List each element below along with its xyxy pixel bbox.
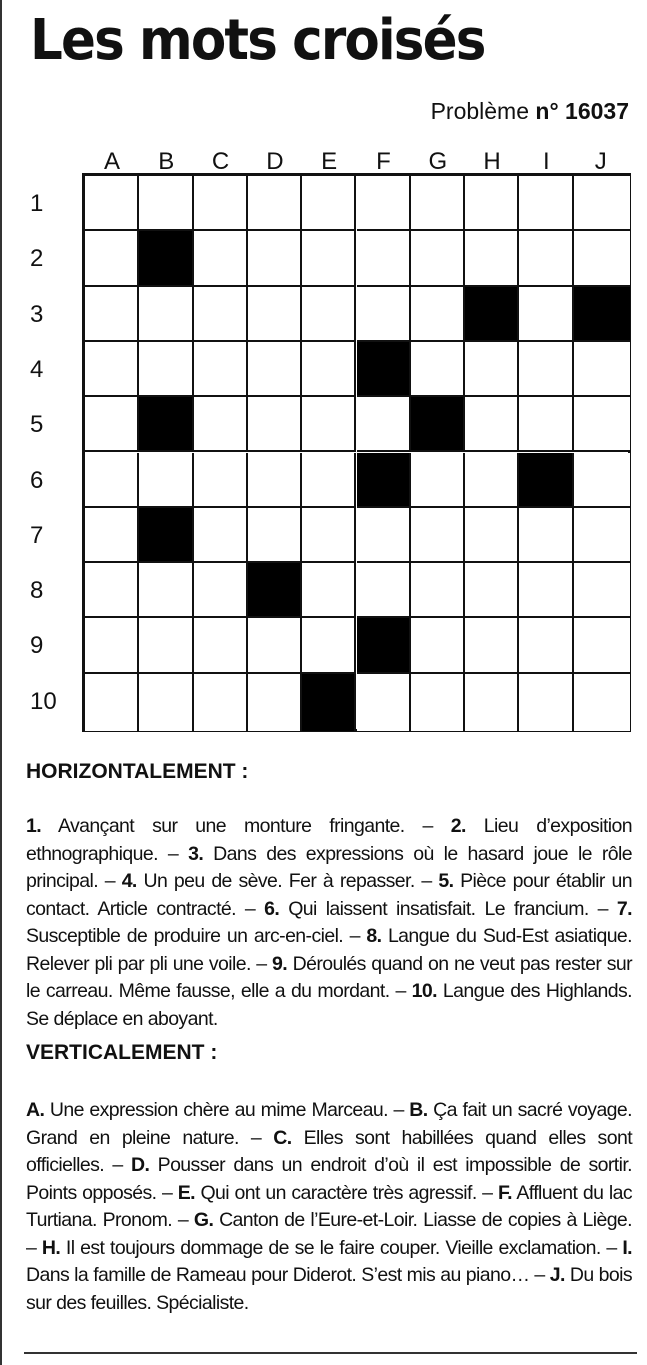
grid-cell-i7[interactable] [519,508,573,563]
grid-cell-j6[interactable] [574,453,630,508]
vertical-heading: VERTICALEMENT : [26,1041,218,1064]
grid-cell-a8[interactable] [85,563,139,618]
column-header-i: I [543,148,550,175]
clue-text: Un peu de sève. Fer à repasser. [143,870,415,892]
grid-cell-d4[interactable] [248,342,302,397]
grid-cell-i4[interactable] [519,342,573,397]
clue-number: G. [193,1209,214,1231]
grid-cell-j7[interactable] [574,508,630,563]
grid-cell-f3[interactable] [357,287,411,342]
bottom-rule [24,1352,637,1354]
clue-text: Lieu d’exposition ethnographique. [26,815,632,865]
row-header-3: 3 [30,300,44,328]
black-cell-i6 [519,453,573,508]
clue-text: Canton de l’Eure-et-Loir. Liasse de copies à Liège. [219,1209,632,1231]
horizontal-clue [264,898,589,920]
vertical-clues: A. Une expression chère au mime Marceau. – B. Ça fait un sacré voyage. Grand en pleine nature. – C. Elles sont habillées quand elles sont officielles. – D. Pousser dans un endroit d’où il est impossible de sortir. Points opposés. – E. Qui ont un caractère très agressif. – F. Affluent du lac Turtiana. Pronom. – G. Canton de l’Eure-et-Loir. Liasse de copies à Liège. – H. Il est toujours dommage de se le faire couper. Vieille exclamation. – I. Dans la famille de Rameau pour Diderot. S’est mis au piano… – J. Du bois sur des feuilles. Spécialiste. [26,1099,633,1314]
clue-text: Ça fait un sacré voyage. Grand en pleine nature. [26,1099,632,1149]
row-header-6: 6 [30,466,44,494]
grid-cell-j8[interactable] [574,563,630,618]
grid-cell-f5[interactable] [357,397,411,452]
grid-cell-g3[interactable] [411,287,465,342]
grid-cell-e7[interactable] [302,508,356,563]
clue-text: Dans la famille de Rameau pour Diderot. S’est mis au piano… [26,1264,530,1286]
row-header-10: 10 [30,687,57,715]
grid-cell-i1[interactable] [519,176,573,231]
clue-number: 9. [272,952,288,975]
row-header-8: 8 [30,577,44,605]
grid-cell-c8[interactable] [194,563,248,618]
grid-cell-g7[interactable] [411,508,465,563]
black-cell-f9 [357,618,411,673]
grid-cell-d2[interactable] [248,231,302,286]
grid-cell-a3[interactable] [85,287,139,342]
left-rule [0,0,2,1365]
clue-number: 4. [121,870,137,892]
clue-number: A. [26,1099,45,1121]
grid-cell-h2[interactable] [465,231,519,286]
clue-text: Pièce pour établir un contact. Article contracté. [26,870,632,920]
vertical-clue [26,1099,388,1121]
clue-text: Du bois sur des feuilles. Spécialiste. [26,1264,632,1314]
row-header-5: 5 [30,411,44,439]
grid-cell-j2[interactable] [574,231,630,286]
clue-number: C. [273,1126,292,1149]
horizontal-heading: HORIZONTALEMENT : [26,760,249,783]
black-cell-b2 [139,231,193,286]
clue-text: Qui ont un caractère très agressif. [200,1181,477,1204]
clue-text: Qui laissent insatisfait. Le francium. [288,897,589,920]
grid-cell-d1[interactable] [248,176,302,231]
grid-cell-g8[interactable] [411,563,465,618]
column-header-a: A [103,148,120,175]
clue-number: B. [409,1099,428,1121]
clue-number: 1. [26,815,42,837]
grid-cell-a6[interactable] [85,453,139,508]
horizontal-clue [26,815,405,837]
grid-cell-c7[interactable] [194,508,248,563]
clue-number: 10. [411,980,437,1002]
grid-cell-i10[interactable] [519,674,573,731]
black-cell-b7 [139,508,193,563]
clue-number: 6. [264,897,280,920]
grid-cell-e3[interactable] [302,287,356,342]
horizontal-clues: 1. Avançant sur une monture fringante. – 2. Lieu d’exposition ethnographique. – 3. Dans des expressions où le hasard joue le rôle principal. – 4. Un peu de sève. Fer à repasser. – 5. Pièce pour établir un contact. Article contracté. – 6. Qui laissent insatisfait. Le francium. – 7. Susceptible de produire un arc-en-ciel. – 8. Langue du Sud-Est asiatique. Relever pli par pli une voile. – 9. Déroulés quand on ne veut pas rester sur le carreau. Même fausse, elle a du mordant. – 10. Langue des Highlands. Se déplace en aboyant. [26,815,632,1030]
grid-cell-a7[interactable] [85,508,139,563]
grid-cell-j9[interactable] [574,618,630,673]
clue-number: 8. [366,925,382,947]
vertical-clue [178,1182,477,1204]
clue-text: Langue du Sud-Est asiatique. Relever pli par pli une voile. [26,925,632,975]
row-header-7: 7 [30,521,44,549]
grid-cell-i8[interactable] [519,563,573,618]
column-header-h: H [483,148,501,175]
grid-cell-j10[interactable] [574,674,630,731]
grid-cell-e4[interactable] [302,342,356,397]
grid-cell-i2[interactable] [519,231,573,286]
clue-text: Dans des expressions où le hasard joue le rôle principal. [26,842,632,892]
clue-text: Une expression chère au mime Marceau. [49,1099,388,1121]
grid-cell-d10[interactable] [248,674,302,731]
crossword-grid [82,173,631,732]
black-cell-f4 [357,342,411,397]
problem-prefix: Problème [430,98,529,124]
grid-cell-e8[interactable] [302,563,356,618]
grid-cell-b6[interactable] [139,453,193,508]
row-header-4: 4 [30,355,44,383]
column-header-c: C [211,148,230,175]
grid-cell-g2[interactable] [411,231,465,286]
grid-cell-c6[interactable] [194,453,248,508]
grid-cell-c9[interactable] [194,618,248,673]
clue-text: Langue des Highlands. Se déplace en aboyant. [26,980,632,1030]
vertical-clue [42,1237,601,1259]
clue-number: I. [622,1236,632,1259]
grid-cell-b4[interactable] [139,342,193,397]
grid-cell-h5[interactable] [465,397,519,452]
column-header-j: J [594,148,607,175]
grid-cell-f10[interactable] [357,674,411,731]
grid-cell-b10[interactable] [139,674,193,731]
clue-number: 2. [450,815,466,837]
row-header-2: 2 [30,245,44,273]
grid-cell-j4[interactable] [574,342,630,397]
clue-number: 3. [188,842,204,865]
grid-cell-j1[interactable] [574,176,630,231]
grid-cell-h4[interactable] [465,342,519,397]
grid-cell-c5[interactable] [194,397,248,452]
grid-cell-j5[interactable] [574,397,630,452]
grid-cell-b3[interactable] [139,287,193,342]
black-cell-d8 [248,563,302,618]
grid-cell-e6[interactable] [302,453,356,508]
grid-cell-g1[interactable] [411,176,465,231]
grid-cell-d3[interactable] [248,287,302,342]
grid-cell-b9[interactable] [139,618,193,673]
clue-number: J. [549,1264,565,1286]
grid-cell-g9[interactable] [411,618,465,673]
grid-cell-c1[interactable] [194,176,248,231]
grid-cell-g6[interactable] [411,453,465,508]
clue-number: F. [497,1181,512,1204]
grid-cell-a5[interactable] [85,397,139,452]
clue-text: Elles sont habillées quand elles sont officielles. [26,1126,633,1176]
grid-cell-e2[interactable] [302,231,356,286]
black-cell-f6 [357,453,411,508]
grid-cell-d6[interactable] [248,453,302,508]
grid-cell-e1[interactable] [302,176,356,231]
grid-cell-h10[interactable] [465,674,519,731]
grid-cell-b1[interactable] [139,176,193,231]
page-title: Les mots croisés [30,8,485,73]
grid-cell-c10[interactable] [194,674,248,731]
grid-cell-g10[interactable] [411,674,465,731]
column-header-d: D [266,148,284,175]
grid-cell-d7[interactable] [248,508,302,563]
black-cell-g5 [411,397,465,452]
horizontal-clue [122,870,415,892]
clue-text: Susceptible de produire un arc-en-ciel. [26,925,344,947]
clue-text: Avançant sur une monture fringante. [57,815,405,837]
black-cell-h3 [465,287,519,342]
grid-cell-g4[interactable] [411,342,465,397]
grid-cell-d9[interactable] [248,618,302,673]
grid-cell-f7[interactable] [357,508,411,563]
clue-text: Affluent du lac Turtiana. Pronom. [26,1181,632,1231]
grid-cell-c4[interactable] [194,342,248,397]
clue-number: 5. [438,870,454,892]
grid-cell-e9[interactable] [302,618,356,673]
row-header-9: 9 [30,632,44,660]
grid-cell-h8[interactable] [465,563,519,618]
grid-cell-b8[interactable] [139,563,193,618]
clue-number: H. [41,1236,61,1259]
grid-cell-a4[interactable] [85,342,139,397]
column-header-g: G [428,148,448,175]
grid-cell-h7[interactable] [465,508,519,563]
grid-cell-d5[interactable] [248,397,302,452]
clue-text: Déroulés quand on ne veut pas rester sur le carreau. Même fausse, elle a du mordant. [26,952,632,1002]
row-header-1: 1 [30,190,44,217]
grid-cell-f8[interactable] [357,563,411,618]
black-cell-b5 [139,397,193,452]
vertical-clue [194,1209,632,1231]
grid-cell-i3[interactable] [519,287,573,342]
problem-number [431,98,629,125]
black-cell-e10 [302,674,356,731]
clue-number: E. [177,1181,195,1204]
column-header-f: F [376,148,391,175]
grid-cell-f2[interactable] [357,231,411,286]
grid-cell-i5[interactable] [519,397,573,452]
grid-cell-i9[interactable] [519,618,573,673]
clue-text: Il est toujours dommage de se le faire couper. Vieille exclamation. [65,1236,601,1259]
clue-number: D. [131,1154,150,1176]
column-header-e: E [321,148,338,175]
clue-number: 7. [616,897,632,920]
column-header-b: B [158,148,175,175]
clue-text: Pousser dans un endroit d’où il est impossible de sortir. Points opposés. [26,1154,632,1204]
grid-cell-a1[interactable] [85,176,139,231]
grid-cell-a10[interactable] [85,674,139,731]
grid-cell-h1[interactable] [465,176,519,231]
grid-cell-e5[interactable] [302,397,356,452]
grid-cell-c3[interactable] [194,287,248,342]
grid-cell-a9[interactable] [85,618,139,673]
grid-cell-h6[interactable] [465,453,519,508]
grid-cell-h9[interactable] [465,618,519,673]
grid-cell-c2[interactable] [194,231,248,286]
grid-cell-a2[interactable] [85,231,139,286]
grid-cell-f1[interactable] [357,176,411,231]
black-cell-j3 [574,287,630,342]
problem-label: n° 16037 [535,98,629,124]
